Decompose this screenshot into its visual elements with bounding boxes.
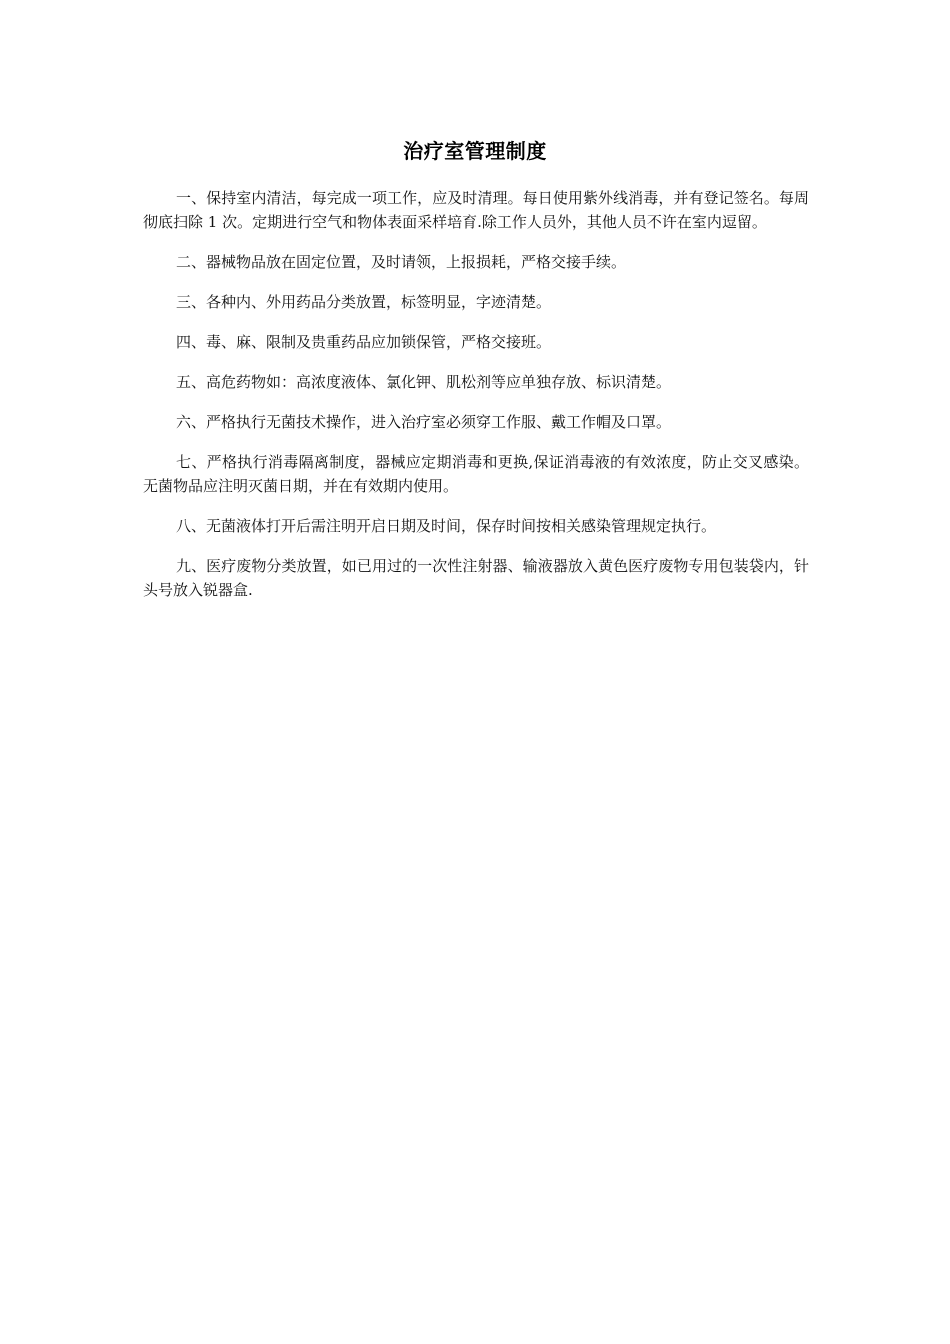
paragraph-2: 二、器械物品放在固定位置，及时请领，上报损耗，严格交接手续。 [176,253,627,271]
paragraph-6: 六、严格执行无菌技术操作，进入治疗室必须穿工作服、戴工作帽及口罩。 [176,413,672,431]
paragraph-5: 五、高危药物如：高浓度液体、氯化钾、肌松剂等应单独存放、标识清楚。 [176,373,672,391]
paragraph-1: 一、保持室内清洁，每完成一项工作，应及时清理。每日使用紫外线消毒，并有登记签名。每周彻底扫除 1 次。定期进行空气和物体表面采样培育.除工作人员外，其他人员不许在室内逗留。 [143,189,809,231]
document-title: 治疗室管理制度 [403,139,547,163]
paragraph-8: 八、无菌液体打开后需注明开启日期及时间，保存时间按相关感染管理规定执行。 [176,517,717,535]
paragraph-3: 三、各种内、外用药品分类放置，标签明显，字迹清楚。 [176,293,552,311]
paragraph-4: 四、毒、麻、限制及贵重药品应加锁保管，严格交接班。 [176,333,552,351]
paragraph-7: 七、严格执行消毒隔离制度，器械应定期消毒和更换,保证消毒液的有效浓度，防止交叉感染。无菌物品应注明灭菌日期，并在有效期内使用。 [143,453,809,495]
document-body [143,186,809,618]
paragraph-9: 九、医疗废物分类放置，如已用过的一次性注射器、输液器放入黄色医疗废物专用包装袋内，针头号放入锐器盒. [143,557,809,599]
